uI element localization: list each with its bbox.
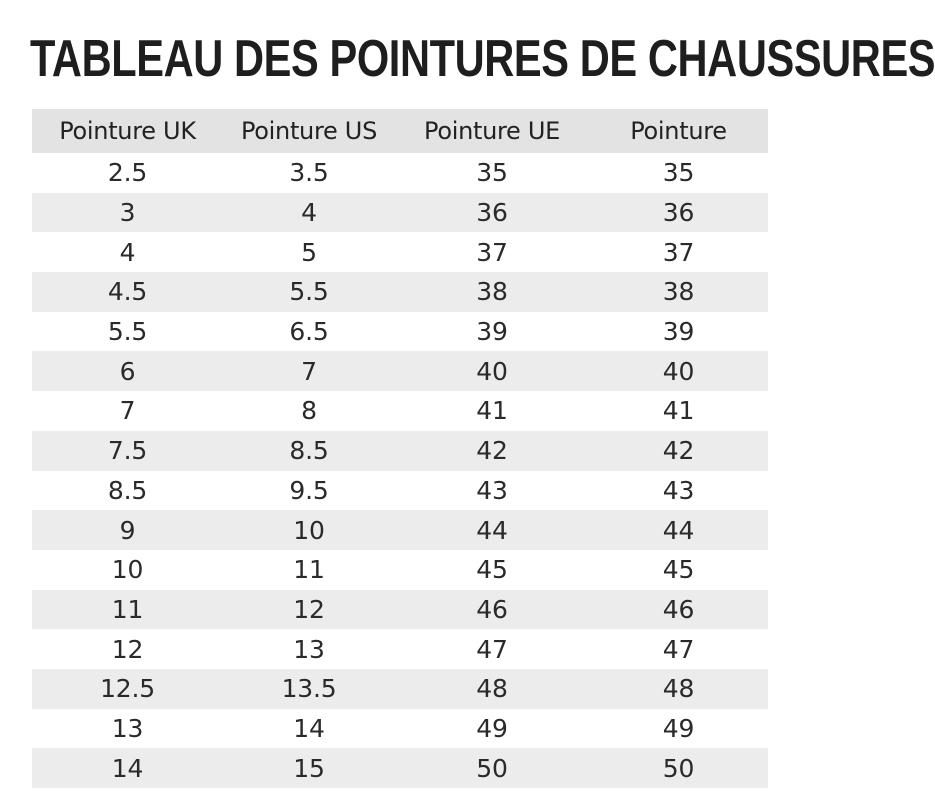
cell-us-size: 5 [301,237,317,267]
cell-us-size: 5.5 [223,272,395,312]
table-header [32,109,768,153]
table-row [32,471,768,511]
cell-us-size: 13.5 [223,669,395,709]
header-row [32,109,768,153]
cell-eu-size: 47 [476,634,508,664]
cell-eu-size: 44 [395,510,589,550]
table-row [32,510,768,550]
table-row [32,669,768,709]
cell-eu-size: 35 [476,158,508,188]
cell-us-size: 11 [293,555,325,585]
cell-eu-size: 37 [476,237,508,267]
cell-uk-size: 10 [111,555,144,585]
cell-uk-size: 13 [111,713,144,743]
header-size: Pointure [589,109,768,153]
cell-size: 42 [589,431,768,471]
cell-uk-size: 5.5 [107,317,148,347]
table-row [32,153,768,193]
cell-size: 45 [662,555,695,585]
cell-uk-size: 6 [32,351,223,391]
cell-eu-size: 40 [395,351,589,391]
cell-us-size: 14 [293,713,325,743]
table-row [32,748,768,788]
cell-eu-size: 49 [476,713,508,743]
cell-us-size: 4 [223,193,395,233]
cell-size: 49 [662,713,695,743]
table-row [32,431,768,471]
cell-us-size: 7 [223,351,395,391]
cell-uk-size: 9 [32,510,223,550]
table-body [32,153,768,788]
cell-eu-size: 46 [395,590,589,630]
cell-eu-size: 45 [476,555,508,585]
cell-uk-size: 8.5 [107,475,148,505]
cell-eu-size: 43 [476,475,508,505]
table-row [32,312,768,352]
cell-uk-size: 2.5 [107,158,148,188]
cell-size: 35 [662,158,695,188]
cell-uk-size: 7 [119,396,136,426]
cell-size: 36 [589,193,768,233]
cell-us-size: 6.5 [289,317,329,347]
header-us-size: Pointure US [223,109,395,153]
header-uk-size: Pointure UK [32,109,223,153]
table-row [32,629,768,669]
shoe-size-table [32,109,768,788]
table-row [32,272,768,312]
table-row [32,193,768,233]
cell-uk-size: 14 [32,748,223,788]
cell-size: 50 [589,748,768,788]
table-row [32,590,768,630]
cell-size: 40 [589,351,768,391]
cell-eu-size: 42 [395,431,589,471]
cell-us-size: 12 [223,590,395,630]
table-row [32,232,768,272]
cell-size: 48 [589,669,768,709]
cell-uk-size: 4 [119,237,136,267]
cell-size: 38 [589,272,768,312]
cell-uk-size: 12 [111,634,144,664]
cell-size: 39 [662,317,695,347]
cell-size: 43 [662,475,695,505]
cell-size: 47 [662,634,695,664]
cell-uk-size: 11 [32,590,223,630]
cell-eu-size: 48 [395,669,589,709]
cell-size: 44 [589,510,768,550]
table-row [32,550,768,590]
table-row [32,351,768,391]
page-title: TABLEAU DES POINTURES DE CHAUSSURES [30,30,935,88]
cell-uk-size: 4.5 [32,272,223,312]
cell-eu-size: 38 [395,272,589,312]
cell-us-size: 8 [301,396,317,426]
cell-eu-size: 41 [476,396,508,426]
cell-uk-size: 7.5 [32,431,223,471]
header-eu-size: Pointure UE [395,109,589,153]
table-row [32,709,768,749]
table-row [32,391,768,431]
cell-eu-size: 39 [476,317,508,347]
cell-us-size: 10 [223,510,395,550]
cell-us-size: 9.5 [289,475,329,505]
cell-size: 46 [589,590,768,630]
cell-us-size: 3.5 [289,158,329,188]
cell-size: 37 [662,237,695,267]
cell-eu-size: 36 [395,193,589,233]
cell-size: 41 [662,396,695,426]
cell-us-size: 8.5 [223,431,395,471]
cell-uk-size: 12.5 [32,669,223,709]
cell-us-size: 13 [293,634,325,664]
cell-eu-size: 50 [395,748,589,788]
cell-uk-size: 3 [32,193,223,233]
cell-us-size: 15 [223,748,395,788]
